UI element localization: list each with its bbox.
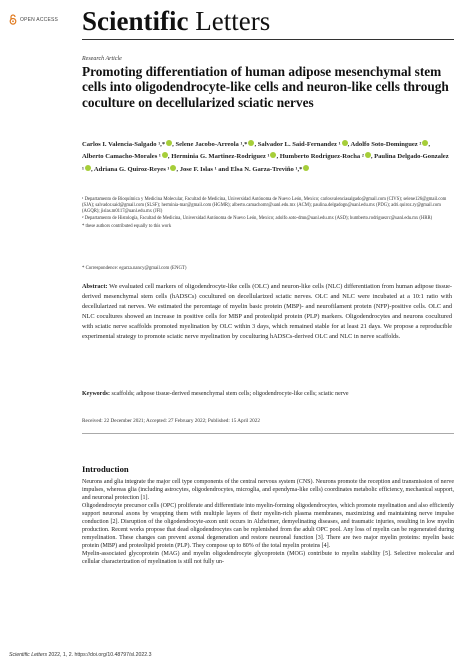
author: , Herminia G. Martinez-Rodriguez ¹ — [167, 153, 270, 161]
journal-title-bold: Scientific — [82, 6, 189, 36]
author: , Paulina Delgado-Gonzalez ¹ — [82, 153, 449, 173]
paragraph: Oligodendrocyte precursor cells (OPC) proliferate and differentiate into myelin-forming oligodendrocytes, which promote myelination and also efficiently support neuronal axons by wrapping them with multiple layers of their myelin-rich plasma membranes, maximizing and maintaining nerve impulse conduction [2]. Disruption of the oligodendrocyte-axon unit occurs in Alzheimer, demyelinating diseases, and traumatic injuries, resulting in low myelin production. Recent works propose that dead oligodendrocytes can be replenished from the adult OPC pool. Any loss of myelin can be regenerated during remyelination. These changes can prevent axonal degeneration and restore neuronal function [3]. There are two major myelin proteins: myelin basic protein (MBP) and proteolipid protein (PLP). They compose up to 80% of the total myelin proteins [4]. — [82, 503, 454, 550]
author: Carlos I. Valencia-Salgado ¹,* — [82, 141, 166, 148]
publication-dates: Received: 22 December 2021; Accepted: 27 February 2022; Published: 15 April 2022 — [82, 418, 260, 424]
abstract-label: Abstract: — [82, 283, 108, 290]
keywords — [82, 391, 452, 397]
open-access-label: OPEN ACCESS — [20, 16, 59, 23]
affiliation: ¹ Departamento de Bioquímica y Medicina Molecular, Facultad de Medicina, Universidad Autónoma de Nuevo León, Mexico; carlosvalenciasalgado@gmail.com (CIVS); selene126@gmail.com (SJA); salvador.said@gmail.com (SLSF); herminia-mar@gmail.com (HGMR); alberto.camachomr@uanl.edu.mx (ACM); paulina.delgadogn@uanl.edu.mx (PDG); adri.quiroz.ry@gmail.com (AGQR); jislas.m0117@uanl.edu.mx (JFI) — [82, 197, 447, 215]
affiliation-note: * these authors contributed equally to this work — [82, 223, 172, 229]
paragraph: Myelin-associated glycoprotein (MAG) and myelin oligodendrocyte glycoprotein (MOG) contribute to myelin stability [5]. Selective molecular and cellular characterization of myelination is still not fully un- — [82, 551, 454, 566]
journal-title — [82, 6, 270, 36]
open-access-lock-icon — [9, 14, 17, 25]
page-footer — [9, 652, 151, 658]
orcid-icon[interactable] — [303, 165, 309, 171]
article-type: Research Article — [82, 56, 122, 62]
paragraph: Neurons and glia integrate the major cell type components of the central nervous system (CNS). Neurons promote the reception and transmission of nerve impulses, whereas glia (including astrocytes, oligodendrocytes, microglia, and ependyma-like cells) coordinates metabolic efficiency, mechanical support, and neuronal protection [1]. — [82, 479, 454, 502]
affiliations — [82, 197, 452, 231]
introduction-body — [82, 478, 454, 567]
footer-journal: Scientific Letters — [9, 652, 48, 658]
author: , Humberto Rodriguez-Rocha ² — [276, 153, 364, 161]
journal-title-rest: Letters — [188, 6, 271, 36]
keywords-label: Keywords: — [82, 391, 110, 397]
author: , Adriana G. Quiroz-Reyes ¹ — [90, 165, 170, 173]
abstract-text: We evaluated cell markers of oligodendrocyte-like cells (OLC) and neuron-like cells (NLC) differentiation from human adipose tissue-derived mesenchymal stem cells (hADSCs) cocultured on decellularized sciatic nerves. OLC and NLC were incubated at a 10:1 ratio with decellularized rat nerves. We estimated the percentage of myelin basic protein (MBP)- and neurofilament protein (NFP)-positive cells. OLC and NLC cocultures showed an increase in positive cells for MBP and proteolipid protein (PLP) markers. Oligodendrocytes and neurons cocultured with sciatic nerve scaffolds promoted myelination by OLC within 3 days, which remained stable for at least 21 days. We propose a reproducible experimental strategy to promote sciatic nerve myelination by coculturing hADSCs-derived OLC and NLC in nerve scaffolds. — [82, 283, 452, 340]
footer-citation: 2022, 1, 2. https://doi.org/10.48797/sl.2022.3 — [47, 652, 152, 658]
open-access-badge — [9, 14, 58, 25]
affiliation: ² Departamento de Histología, Facultad de Medicina, Universidad Autónoma de Nuevo León, Mexico; adolfo.soto-dmn@uanl.edu.mx (ASD); humberto.rodriguezrc@uanl.edu.mx (HRR) — [82, 216, 433, 222]
article-title: Promoting differentiation of human adipose mesenchymal stem cells into oligodendrocyte-like cells and neuron-like cells through coculture on decellularized sciatic nerves — [82, 64, 449, 110]
author: , Jose F. Islas ¹ and Elsa N. Garza-Treviño ¹,* — [176, 165, 303, 173]
abstract — [82, 282, 452, 341]
section-divider — [82, 433, 454, 434]
introduction-heading: Introduction — [82, 464, 129, 474]
author: , Alberto Camacho-Morales ¹ — [82, 141, 430, 161]
author: , Selene Jacobo-Arreola ¹,* — [172, 141, 248, 148]
keywords-text: scaffolds; adipose tissue-derived mesenchymal stem cells; oligodendrocyte-like cells; sciatic nerve — [110, 391, 349, 397]
author: , Salvador L. Said-Fernandez ¹ — [254, 141, 341, 148]
correspondence: * Correspondence: egarza.nancy@gmail.com (ENGT) — [82, 266, 187, 271]
author: , Adolfo Soto-Dominguez ² — [347, 141, 422, 148]
author-list — [82, 139, 452, 176]
header-divider — [82, 39, 454, 40]
